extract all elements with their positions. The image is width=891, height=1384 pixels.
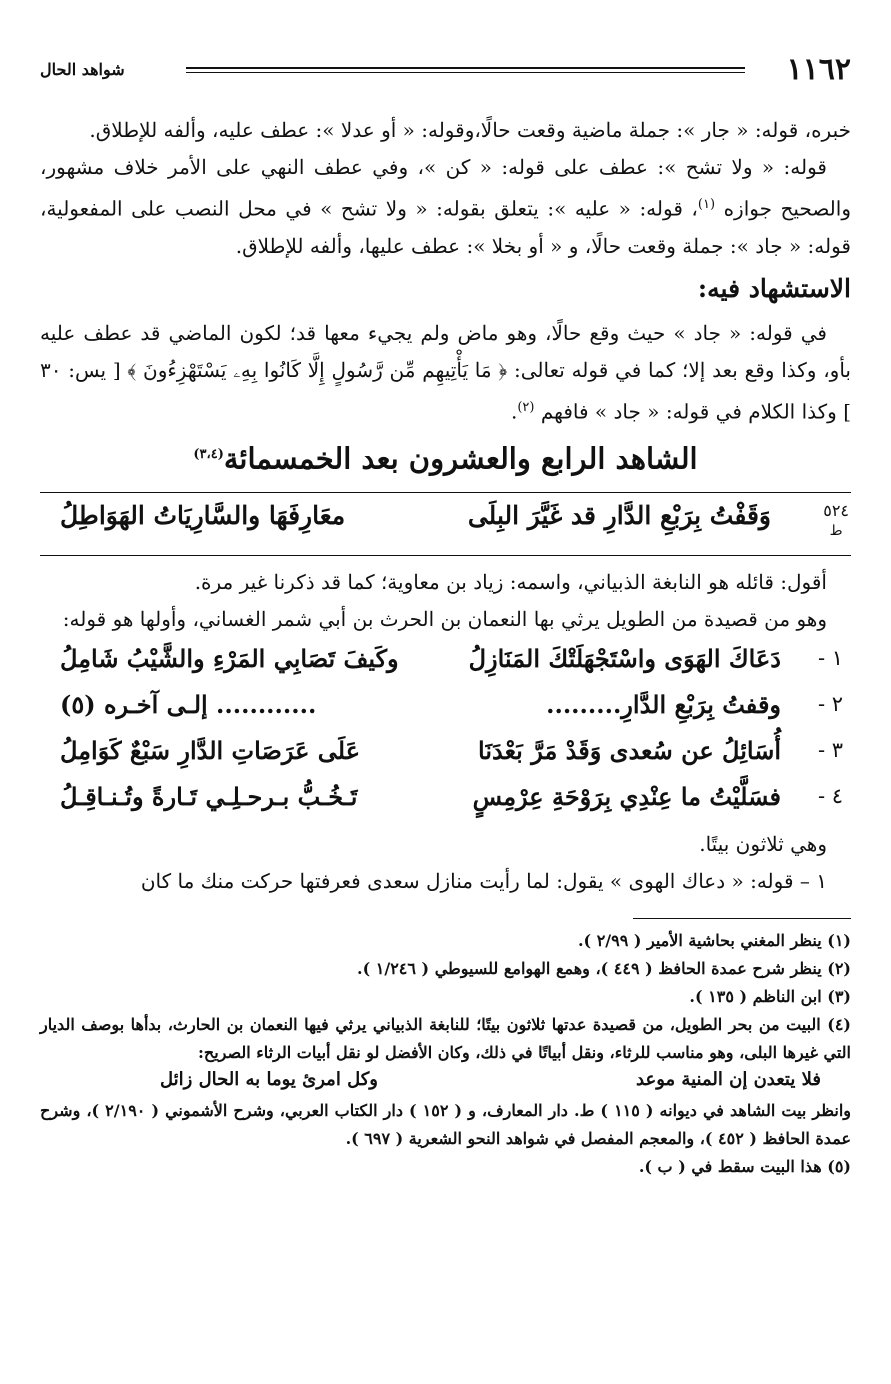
paragraph-2-continued: ، قوله: « عليه »: يتعلق بقوله: « ولا تشح » في محل النصب على المفعولية، قوله: « جاد »: جملة وقعت حالًا، و « أو بخلا »: عطف عليها، وألفه للإطلاق. xyxy=(40,196,851,258)
paragraph-3-text: في قوله: « جاد » حيث وقع حالًا، وهو ماض ولم يجيء معها قد؛ لكون الماضي قد عطف عليه بأو، وكذا وقع بعد إلا؛ كما في قوله تعالى: ﴿ مَا يَأْتِيهِم مِّن رَّسُولٍ إِلَّا كَانُوا بِهِۦ يَسْتَهْزِءُونَ ﴾ [ يس: ٣٠ ] وكذا الكلام في قوله: « جاد » فافهم xyxy=(40,320,851,424)
footnote-verse-first-hemistich: فلا يتعدن إن المنية موعد xyxy=(636,1068,821,1090)
footnote-ref-2[interactable]: (٢) xyxy=(517,399,535,415)
page-number: ١١٦٢ xyxy=(786,52,851,87)
witness-verse xyxy=(40,492,851,556)
footnote-ref-3-4[interactable]: (٣،٤) xyxy=(193,447,224,463)
verse-number-value: ٥٢٤ xyxy=(823,500,849,520)
paragraph-1: خبره، قوله: « جار »: جملة ماضية وقعت حالًا،وقوله: « أو عدلا »: عطف عليه، وألفه للإطلاق. xyxy=(89,118,851,142)
poem-line-index: ٤ - xyxy=(817,783,843,808)
paragraph-2 xyxy=(40,149,851,265)
footnote-4-verse xyxy=(40,1067,851,1097)
poem-line xyxy=(40,688,851,734)
poem-second-hemistich: عَلَى عَرَصَاتِ الدَّارِ سَبْعٌ كَوَامِلُ xyxy=(60,735,361,765)
verse-number xyxy=(823,501,849,541)
poem-second-hemistich: ............ إلـى آخـره (٥) xyxy=(60,689,317,719)
footnote-1: (١) ينظر المغني بحاشية الأمير ( ٢/٩٩ ). xyxy=(577,930,851,950)
poem-line-index: ٢ - xyxy=(817,691,843,716)
verse-second-hemistich: معَارِفَهَا والسَّارِيَاتُ الهَوَاطِلُ xyxy=(60,500,346,530)
footnote-5: (٥) هذا البيت سقط في ( ب ). xyxy=(638,1156,851,1176)
footnote-4-continued: وانظر بيت الشاهد في ديوانه ( ١١٥ ) ط. دار المعارف، و ( ١٥٢ ) دار الكتاب العربي، وشرح الأشموني ( ٢/١٩٠ )، وشرح عمدة الحافظ ( ٤٥٢ )، والمعجم المفصل في شواهد النحو الشعرية ( ٦٩٧ ). xyxy=(40,1100,852,1148)
paragraph-5: وهو من قصيدة من الطويل يرثي بها النعمان بن الحرث بن أبي شمر الغساني، وأولها هو قوله: xyxy=(62,606,827,631)
header-rule xyxy=(186,67,745,73)
section-heading xyxy=(40,430,851,484)
footnote-3: (٣) ابن الناظم ( ١٣٥ ). xyxy=(689,986,851,1006)
poem-first-hemistich: فسَلَّيْتُ ما عِنْدِي بِرَوْحَةِ عِرْمِسٍ xyxy=(472,781,781,811)
paragraph-7: ١ – قوله: « دعاك الهوى » يقول: لما رأيت منازل سعدى فعرفتها حركت منك ما كان xyxy=(140,868,827,893)
poem-second-hemistich: وكَيفَ تَصَابِي المَرْءِ والشَّيْبُ شَامِلُ xyxy=(60,643,399,673)
verse-first-hemistich: وَقَفْتُ بِرَبْعِ الدَّارِ قد غَيَّرَ البِلَى xyxy=(467,500,771,530)
section-heading-text: الشاهد الرابع والعشرون بعد الخمسمائة xyxy=(223,441,698,476)
footnote-4: (٤) البيت من بحر الطويل، من قصيدة عدتها ثلاثون بيتًا؛ للنابغة الذبياني يرثي فيها النعمان بن الحارث، بدأها بوصف الديار التي غيرها البلى، وهو مناسب للرثاء، ونقل أبياتًا في ذلك، وكان الأفضل لو نقل أبيات الرثاء الصريح: xyxy=(40,1014,851,1062)
paragraph-6: وهي ثلاثون بيتًا. xyxy=(699,831,827,856)
subheading-istishhad: الاستشهاد فيه: xyxy=(697,273,851,303)
poem-line xyxy=(40,780,851,826)
main-text xyxy=(40,112,851,1181)
poem-line xyxy=(40,734,851,780)
poem-line-index: ٣ - xyxy=(817,737,843,762)
footnote-separator xyxy=(633,918,851,919)
footnotes xyxy=(40,927,851,1181)
footnote-verse-second-hemistich: وكل امرئ يوما به الحال زائل xyxy=(160,1068,378,1090)
paragraph-3: في قوله: « جاد » حيث وقع حالًا، وهو ماض ولم يجيء معها قد؛ لكون الماضي قد عطف عليه بأو، وكذا وقع بعد إلا؛ كما في قوله تعالى: ﴿ مَا يَأْتِيهِم مِّن رَّسُولٍ إِلَّا كَانُوا بِهِۦ يَسْتَهْزِءُونَ ﴾ [ يس: ٣٠ ] وكذا الكلام في قوله: « جاد » فافهم $^{(٢)}$. xyxy=(40,320,851,424)
paragraph-2-text: قوله: « ولا تشح »: عطف على قوله: « كن »، وفي عطف النهي على الأمر خلاف مشهور، والصحيح جوازه xyxy=(40,155,851,221)
poem-second-hemistich: تَـخُـبُّ بـرحـلِـي تَـارةً وتُـنـاقِـلُ xyxy=(60,781,358,811)
poem-line-index: ١ - xyxy=(817,645,843,670)
running-header xyxy=(40,50,851,90)
poem-line xyxy=(40,642,851,688)
book-page xyxy=(40,0,851,1384)
poem-first-hemistich: أُسَائِلُ عن سُعدى وَقَدْ مَرَّ بَعْدَنَا xyxy=(478,735,781,765)
poem-first-hemistich: دَعَاكَ الهَوَى واسْتَجْهَلَتْكَ المَنَازِلُ xyxy=(468,643,781,673)
verse-number-letter: ط xyxy=(829,522,843,539)
poem xyxy=(40,642,851,826)
paragraph-4: أقول: قائله هو النابغة الذبياني، واسمه: زياد بن معاوية؛ كما قد ذكرنا غير مرة. xyxy=(194,569,827,594)
poem-first-hemistich: وقفتُ بِرَبْعِ الدَّارِ......... xyxy=(546,689,781,719)
footnote-2: (٢) ينظر شرح عمدة الحافظ ( ٤٤٩ )، وهمع الهوامع للسيوطي ( ١/٢٤٦ ). xyxy=(357,958,851,978)
footnote-ref-1[interactable]: (١) xyxy=(697,197,716,212)
running-title: شواهد الحال xyxy=(40,60,125,79)
